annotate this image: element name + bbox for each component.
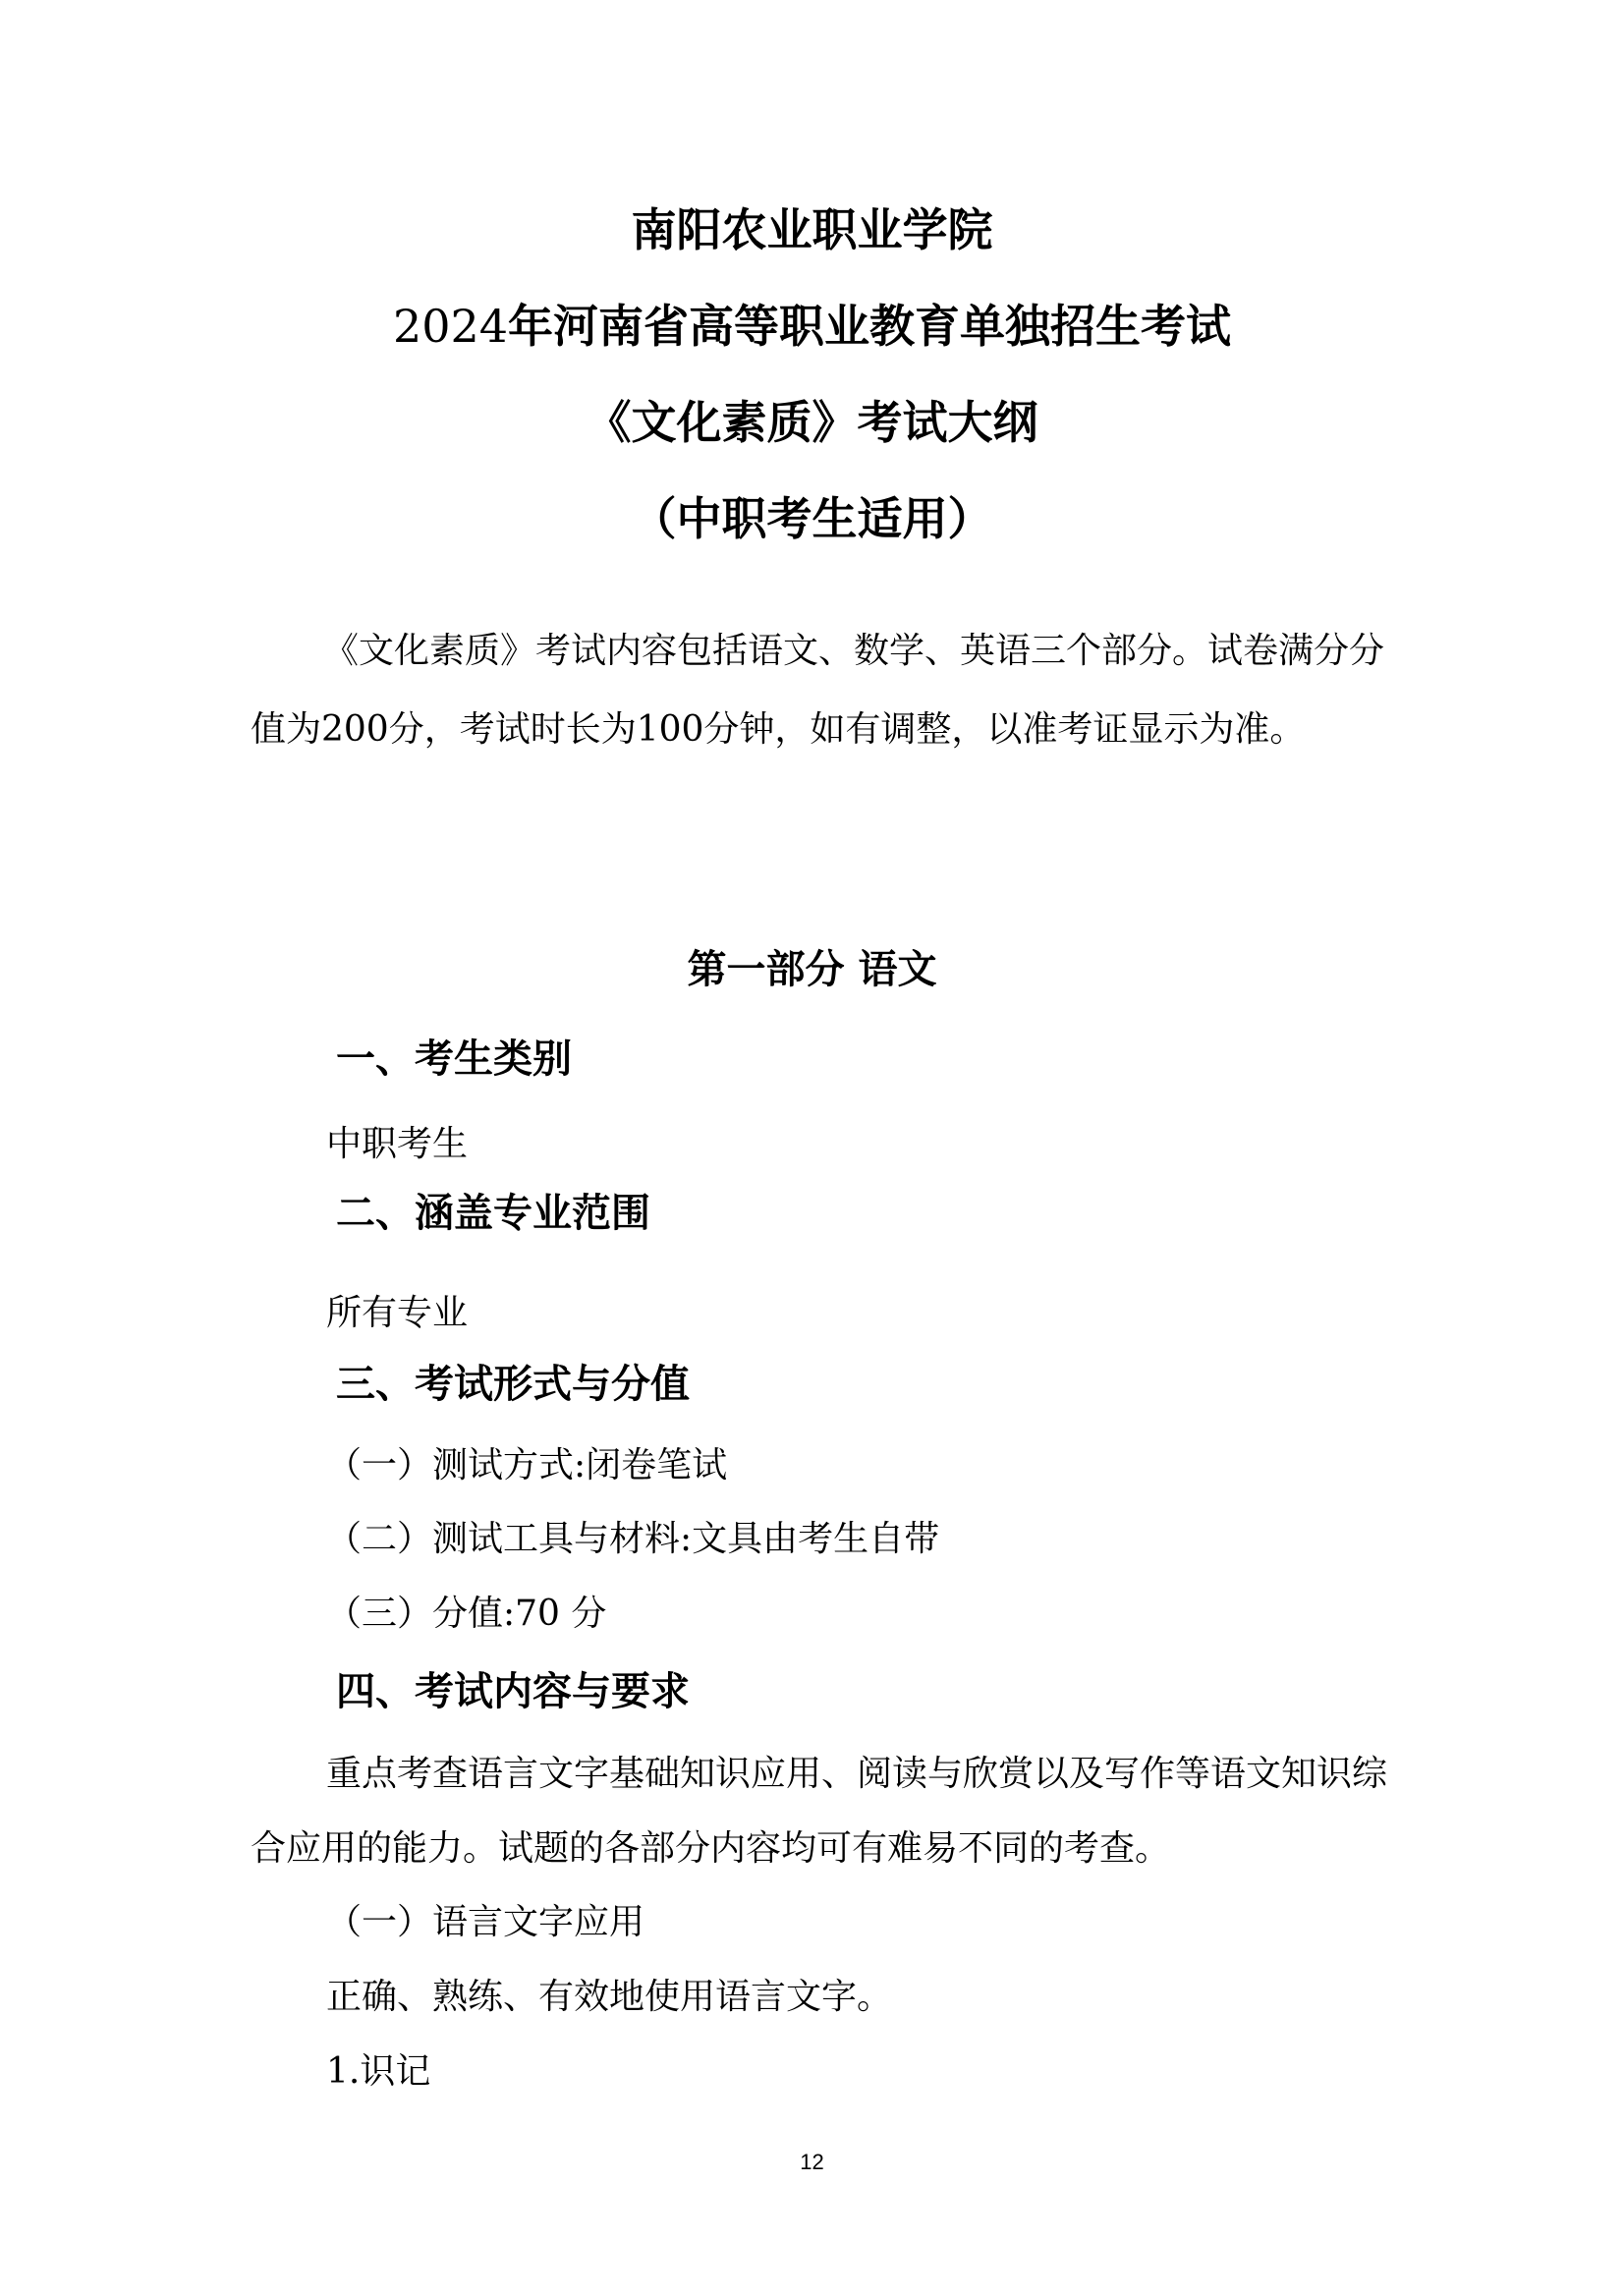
school-name: 南阳农业职业学院 [631,203,993,256]
section-heading-exam-format: 三、考试形式与分值 [336,1362,690,1407]
intro-paragraph: 《文化素质》考试内容包括语文、数学、英语三个部分。试卷满分分值为200分，考试时长为100分钟，如有调整，以准考证显示为准。 [251,631,1385,750]
subsection-heading-language-use: （一）语言文字应用 [326,1902,645,1942]
section-heading-exam-content: 四、考试内容与要求 [336,1669,690,1714]
section-heading-major-scope: 二、涵盖专业范围 [336,1191,650,1236]
list-item-memorize: 1.识记 [326,2051,431,2092]
major-scope-content: 所有专业 [326,1293,469,1333]
section-heading-candidate-category: 一、考生类别 [336,1036,572,1082]
exam-format-item: （一）测试方式:闭卷笔试 [326,1445,728,1485]
exam-content-paragraph: 重点考查语言文字基础知识应用、阅读与欣赏以及写作等语文知识综合应用的能力。试题的各部分内容均可有难易不同的考查。 [251,1754,1388,1869]
outline-title: 《文化素质》考试大纲 [586,396,1038,449]
part-title-chinese: 第一部分 语文 [687,947,937,992]
exam-title [0,299,1624,354]
exam-year: 2024 [392,300,509,353]
exam-name: 年河南省高等职业教育单独招生考试 [508,300,1232,353]
page-number: 12 [800,2150,824,2174]
applicability-note: （中职考生适用） [631,492,993,545]
exam-format-item: （二）测试工具与材料:文具由考生自带 [326,1519,940,1559]
language-use-content: 正确、熟练、有效地使用语言文字。 [326,1977,893,2017]
candidate-category-content: 中职考生 [326,1124,469,1164]
exam-format-item: （三）分值:70 分 [326,1594,607,1634]
